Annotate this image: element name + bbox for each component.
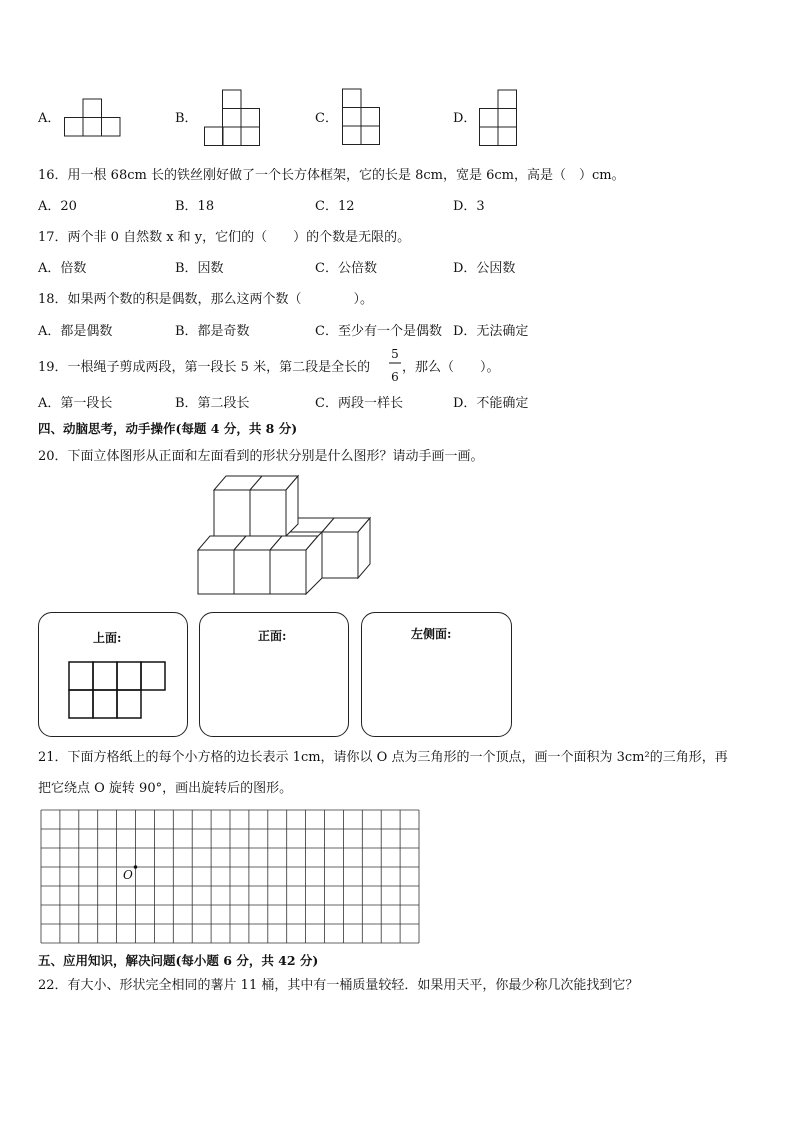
q19-fraction-denominator: 6 <box>391 370 399 384</box>
q15-option-a-label: A． <box>38 111 61 126</box>
q18-option-b: B．都是奇数 <box>175 324 250 339</box>
q17-option-c: C．公倍数 <box>315 261 377 276</box>
q19-fraction-numerator: 5 <box>391 347 399 361</box>
q21-grid-paper[interactable] <box>40 809 420 944</box>
q20-front-view-panel[interactable] <box>199 612 349 737</box>
q20-left-view-panel[interactable] <box>361 612 512 737</box>
q15-option-b-figure <box>204 89 264 149</box>
q21-point-o-label: O <box>123 868 133 882</box>
point-o-marker <box>134 865 138 869</box>
q15-option-d-label: D． <box>453 111 477 126</box>
q16-option-b: B．18 <box>175 199 215 214</box>
q19-question-start: 19．一根绳子剪成两段，第一段长 5 米，第二段是全长的 <box>38 360 371 375</box>
q19-option-a: A．第一段长 <box>38 396 113 411</box>
q16-option-d: D．3 <box>453 199 485 214</box>
q20-question: 20．下面立体图形从正面和左面看到的形状分别是什么图形？请动手画一画。 <box>38 449 484 464</box>
q15-option-c-label: C． <box>315 111 338 126</box>
section-5-heading: 五、应用知识，解决问题(每小题 6 分，共 42 分) <box>38 953 319 968</box>
q20-top-view-drawing <box>68 661 168 721</box>
q15-option-b-label: B． <box>175 111 198 126</box>
q18-option-d: D．无法确定 <box>453 324 529 339</box>
q21-question-line1: 21．下面方格纸上的每个小方格的边长表示 1cm，请你以 O 点为三角形的一个顶点，画一个面积为 3cm²的三角形，再 <box>38 750 728 765</box>
q19-option-d: D．不能确定 <box>453 396 529 411</box>
q17-option-d: D．公因数 <box>453 261 516 276</box>
q20-top-view-label: 上面: <box>93 631 122 645</box>
q17-option-b: B．因数 <box>175 261 224 276</box>
q20-top-view-panel <box>38 612 188 737</box>
q17-question: 17．两个非 0 自然数 x 和 y，它们的（ ）的个数是无限的。 <box>38 230 411 245</box>
q19-option-c: C．两段一样长 <box>315 396 403 411</box>
q19-question-end: ，那么（ ）。 <box>402 360 500 375</box>
q20-front-view-label: 正面: <box>258 629 287 643</box>
section-4-heading: 四、动脑思考，动手操作(每题 4 分，共 8 分) <box>38 421 298 436</box>
q17-option-a: A．倍数 <box>38 261 87 276</box>
q15-option-a-figure <box>64 98 122 138</box>
q19-option-b: B．第二段长 <box>175 396 250 411</box>
q18-option-a: A．都是偶数 <box>38 324 113 339</box>
q20-cube-stack-figure <box>196 474 380 598</box>
q15-option-d-figure <box>479 89 519 149</box>
q20-left-view-label: 左侧面: <box>411 627 452 641</box>
q15-option-c-figure <box>342 88 382 148</box>
q18-question: 18．如果两个数的积是偶数，那么这两个数（ ）。 <box>38 292 374 307</box>
q21-question-line2: 把它绕点 O 旋转 90°，画出旋转后的图形。 <box>38 781 293 796</box>
q19-fraction-bar <box>389 362 401 364</box>
q16-option-c: C．12 <box>315 199 355 214</box>
q22-question: 22．有大小、形状完全相同的薯片 11 桶，其中有一桶质量较轻．如果用天平，你最少称几次能找到它？ <box>38 978 639 993</box>
q16-question: 16．用一根 68cm 长的铁丝刚好做了一个长方体框架，它的长是 8cm，宽是 6cm，高是（ ）cm。 <box>38 168 625 183</box>
q18-option-c: C．至少有一个是偶数 <box>315 324 442 339</box>
q16-option-a: A．20 <box>38 199 77 214</box>
